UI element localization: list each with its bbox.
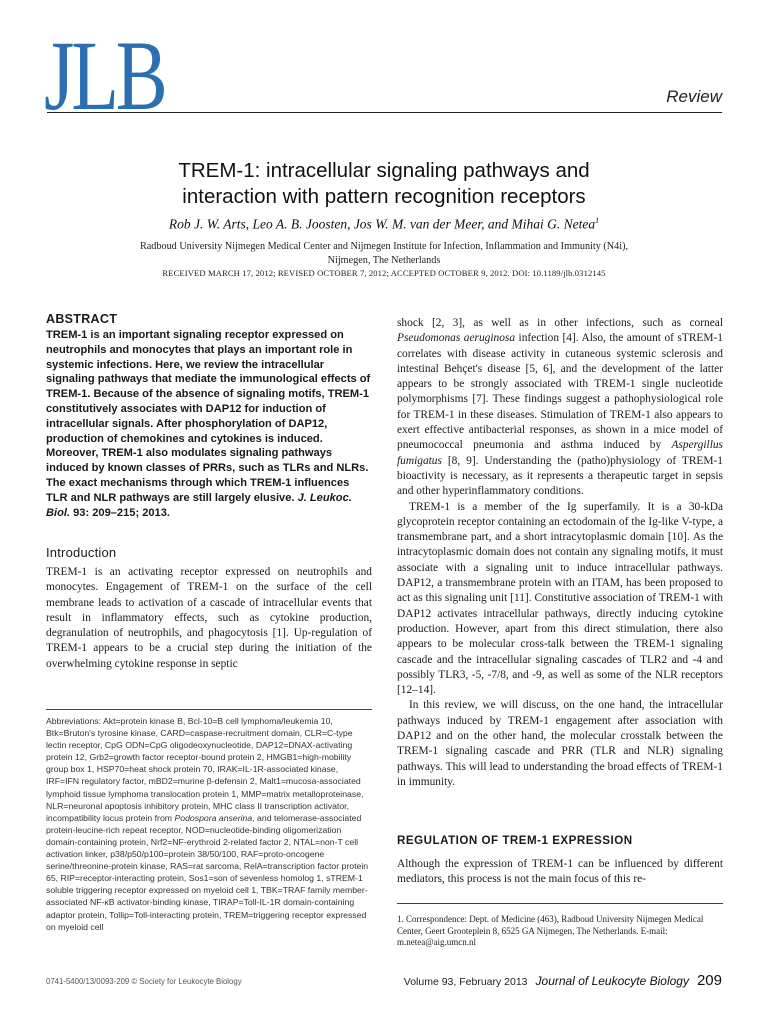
- abstract-heading: ABSTRACT: [46, 312, 118, 326]
- abbreviations-text-2: , and telomerase-associated protein-leucine-rich repeat receptor, NOD=nucleotide-binding oligomerization domain-containing protein, Nrf2=NF-erythroid 2-related factor 2, NTAL=non-T cell activation linker, p38/p50/p100=protein 38/50/100, RAF=proto-oncogene serine/threonine-protein kinase, RAS=rat sarcoma, RelA=transcription factor protein 65, RIP=receptor-interacting protein, Sos1=son of sevenless homolog 1, sTREM-1 soluble triggering receptor expressed on myeloid cell 1, TBK=TRAF family member-associated NF-κB activator-binding kinase, TIRAP=Toll-IL-1R domain-containing adaptor protein, Tollip=Toll-interacting protein, TREM=triggering receptor expressed on myeloid cell: [46, 812, 369, 932]
- introduction-body: TREM-1 is an activating receptor expressed on neutrophils and monocytes. Engagement of TREM-1 on the surface of the cell membrane leads to activation of a cascade of intracellular events that result in inflammatory effects, such as cytokine production, degranulation of neutrophils, and phagocytosis [1]. Up-regulation of TREM-1 appears to be a crucial step during the initiation of the overwhelming cytokine response in septic: [46, 566, 372, 670]
- section-label: Review: [666, 87, 722, 106]
- paragraph-shock: [397, 316, 723, 500]
- correspondence-footnote: 1. Correspondence: Dept. of Medicine (463), Radboud University Nijmegen Medical Center, Geert Grooteplein 8, 6525 GA Nijmegen, The Netherlands. E-mail: m.netea@aig.umcn.nl: [397, 914, 704, 947]
- affiliation-line-2: Nijmegen, The Netherlands: [327, 255, 441, 266]
- abstract-citation-details: 93: 209–215; 2013.: [73, 506, 170, 519]
- authors-footnote-marker: 1: [595, 216, 600, 225]
- page-footer: [404, 972, 722, 990]
- introduction-heading: Introduction: [46, 545, 117, 560]
- journal-logo: JLB: [44, 20, 165, 131]
- paragraph-text: shock [2, 3], as well as in other infections, such as corneal: [397, 317, 723, 329]
- abbreviations-italic: Podospora anserina: [174, 812, 253, 823]
- page-number: 209: [696, 972, 722, 989]
- copyright-line: 0741-5400/13/0093-209 © Society for Leukocyte Biology: [46, 977, 242, 986]
- regulation-heading: REGULATION OF TREM-1 EXPRESSION: [397, 834, 633, 847]
- abbreviations-divider: [46, 709, 372, 710]
- paragraph-ig-superfamily: TREM-1 is a member of the Ig superfamily. It is a 30-kDa glycoprotein receptor containing an ectodomain of the Ig-like V-type, a transmembrane part, and a short intracytoplasmic domain [10]. As the intracytoplasmic domain does not contain any signaling motifs, it must associate with a signaling unit to induce intracellular pathways. DAP12, a transmembrane protein with an ITAM, has been proposed to act as this signaling unit [11]. Constitutive association of TREM-1 with DAP12 activates intracellular pathways, directly inducing cytokine production. However, apart from this direct stimulation, there also appears to be molecular cross-talk between the TREM-1 signaling cascade and the intracellular signaling cascades of TLR2 and -4 and possibly TLR3, -5, -7/8, and -9, as well as some of the NLR receptors [12–14].: [397, 500, 723, 697]
- affiliation-line-1: Radboud University Nijmegen Medical Center and Nijmegen Institute for Infection, Inflammation and Immunity (N4i),: [139, 241, 629, 252]
- right-column-body: [397, 316, 723, 790]
- paragraph-review-scope: In this review, we will discuss, on the one hand, the intracellular pathways induced by TREM-1 engagement after association with DAP12 and on the other hand, the molecular crosstalk between the TREM-1 signaling cascade and PRR (TLR and NLR) signaling pathways. This will lead to understanding the broad effects of TREM-1 in immunity.: [397, 699, 723, 788]
- author-list: [60, 216, 708, 233]
- abstract-text: TREM-1 is an important signaling receptor expressed on neutrophils and monocytes that plays an important role in systemic infections. Here, we review the intracellular signaling pathways that mediate the immunological effects of TREM-1. Because of the absence of signaling motifs, TREM-1 constitutively associates with DAP12 for induction of intracellular signals. After phosphorylation of DAP12, production of chemokines and cytokines is induced. Moreover, TREM-1 also modulates signaling pathways induced by known classes of PRRs, such as TLRs and NLRs. The exact mechanisms through which TREM-1 influences TLR and NLR pathways are still largely elusive.: [46, 329, 371, 504]
- journal-name: Journal of Leukocyte Biology: [535, 974, 689, 988]
- article-dates: RECEIVED MARCH 17, 2012; REVISED OCTOBER 7, 2012; ACCEPTED OCTOBER 9, 2012. DOI: 10.1189/jlb.0312145: [162, 268, 606, 278]
- title-line-2: interaction with pattern recognition receptors: [182, 185, 586, 208]
- abbreviations-text-1: Abbreviations: Akt=protein kinase B, Bcl-10=B cell lymphoma/leukemia 10, Btk=Bruton's tyrosine kinase, CARD=caspase-recruitment domain, CLR=C-type lectin receptor, CpG ODN=CpG oligodeoxynucleotide, DAP12=DNAX-activating protein 12, Grb2=growth factor receptor-bound protein 2, HMGB1=high-mobility group box 1, HSP70=heat shock protein 70, IRAK=IL-1R-associated kinase, IRF=IFN regulatory factor, mBD2=murine β-defensin 2, Malt1=mucosa-associated lymphoid tissue lymphoma translocation protein 1, MMP=matrix metalloproteinase, NLR=neuronal apoptosis inhibitory protein, MHC class II transcription activator, incompatibility locus protein from: [46, 716, 364, 823]
- correspondence-divider: [397, 903, 723, 904]
- affiliation: [110, 240, 658, 268]
- abstract-body: [46, 328, 372, 520]
- regulation-body: Although the expression of TREM-1 can be influenced by different mediators, this process is not the main focus of this re-: [397, 858, 723, 886]
- species-name: Aspergillus fumigatus: [397, 439, 723, 467]
- species-name: Pseudomonas aeruginosa: [397, 332, 516, 345]
- volume-info: Volume 93, February 2013: [403, 976, 528, 988]
- article-title: [60, 158, 708, 210]
- paragraph-text: [8, 9]. Understanding the (patho)physiology of TREM-1 bioactivity is necessary, as it represents a therapeutic target in sepsis and other hyperinflammatory conditions.: [397, 454, 723, 498]
- abbreviations-footnote: [46, 715, 372, 933]
- title-line-1: TREM-1: intracellular signaling pathways and: [178, 159, 590, 182]
- paragraph-text: infection [4]. Also, the amount of sTREM-1 correlates with disease activity in cutaneous systemic sclerosis and intestinal Behçet's disease [5, 6], and the development of the latter appears to be strongly associated with TREM-1 single nucleotide polymorphisms [7]. These findings suggest a pathophysiological role for TREM-1 in these diseases. Stimulation of TREM-1 also appears to exert effective antibacterial responses, as shown in a mice model of pneumococcal pneumonia and asthma induced by: [397, 332, 723, 452]
- header-divider: [47, 112, 722, 113]
- abstract-citation-journal: J. Leukoc. Biol.: [46, 491, 352, 519]
- authors-text: Rob J. W. Arts, Leo A. B. Joosten, Jos W. M. van der Meer, and Mihai G. Netea: [168, 216, 596, 232]
